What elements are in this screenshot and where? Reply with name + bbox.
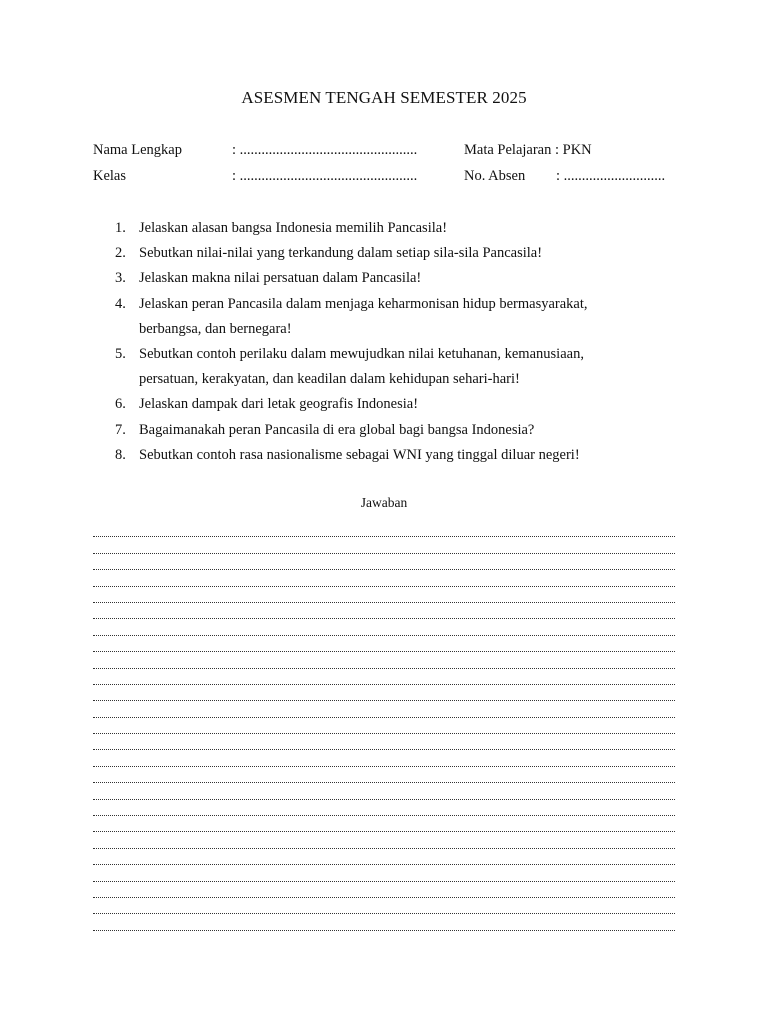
answer-line[interactable] [93,832,675,848]
answer-line[interactable] [93,816,675,832]
question-item [93,241,653,266]
answer-line[interactable] [93,718,675,734]
answer-line[interactable] [93,685,675,701]
answer-line[interactable] [93,554,675,570]
question-text: Jelaskan alasan bangsa Indonesia memilih Pancasila! [139,220,448,236]
name-label: Nama Lengkap [93,142,182,158]
question-text: Jelaskan dampak dari letak geografis Indonesia! [139,396,419,413]
answer-line[interactable] [93,669,675,685]
answer-line[interactable] [93,619,675,635]
answer-line[interactable] [93,521,675,537]
answer-line[interactable] [93,652,675,668]
question-item [93,216,653,241]
question-number: 5. [115,346,126,363]
question-number: 4. [115,295,126,312]
question-number: 7. [115,421,126,438]
answer-line[interactable] [93,537,675,553]
absen-field[interactable]: : ............................ [556,168,666,184]
question-text: Sebutkan contoh perilaku dalam mewujudkan nilai ketuhanan, kemanusiaan, [139,346,584,363]
answer-line[interactable] [93,898,675,914]
answer-line[interactable] [93,783,675,799]
answer-line[interactable] [93,734,675,750]
answer-line[interactable] [93,701,675,717]
answer-line[interactable] [93,603,675,619]
answer-line[interactable] [93,882,675,898]
class-field[interactable]: : ................................................. [232,168,418,184]
question-item [93,292,653,342]
answer-line[interactable] [93,800,675,816]
question-number: 1. [115,220,126,236]
question-item [93,418,653,443]
answer-line[interactable] [93,570,675,586]
identity-row-class [93,168,693,188]
question-number: 6. [115,396,126,413]
answer-line[interactable] [93,636,675,652]
question-text: Sebutkan contoh rasa nasionalisme sebagai WNI yang tinggal diluar negeri! [139,446,580,463]
subject-label: Mata Pelajaran : PKN [464,142,592,158]
question-text: Bagaimanakah peran Pancasila di era global bagi bangsa Indonesia? [139,421,535,438]
answer-line[interactable] [93,587,675,603]
answer-line[interactable] [93,849,675,865]
question-text: Jelaskan peran Pancasila dalam menjaga keharmonisan hidup bermasyarakat, [139,295,588,312]
question-number: 3. [115,270,126,287]
answer-heading: Jawaban [360,495,408,510]
question-text: berbangsa, dan bernegara! [139,320,292,337]
question-number: 8. [115,446,126,463]
answer-line[interactable] [93,865,675,881]
answer-line[interactable] [93,750,675,766]
question-text: persatuan, kerakyatan, dan keadilan dalam kehidupan sehari-hari! [139,371,520,388]
answer-line[interactable] [93,767,675,783]
answer-line[interactable] [93,914,675,930]
answer-area[interactable] [93,521,675,931]
question-item [93,392,653,417]
question-number: 2. [115,245,126,262]
question-list [93,216,653,468]
question-item [93,342,653,392]
question-text: Jelaskan makna nilai persatuan dalam Pancasila! [139,270,422,287]
absen-label: No. Absen [464,168,526,184]
question-item [93,443,653,468]
question-text: Sebutkan nilai-nilai yang terkandung dalam setiap sila-sila Pancasila! [139,245,543,262]
class-label: Kelas [93,168,127,184]
name-field[interactable]: : ................................................. [232,142,418,158]
question-item [93,266,653,291]
identity-row-name [93,142,693,162]
page-title: ASESMEN TENGAH SEMESTER 2025 [241,88,527,107]
